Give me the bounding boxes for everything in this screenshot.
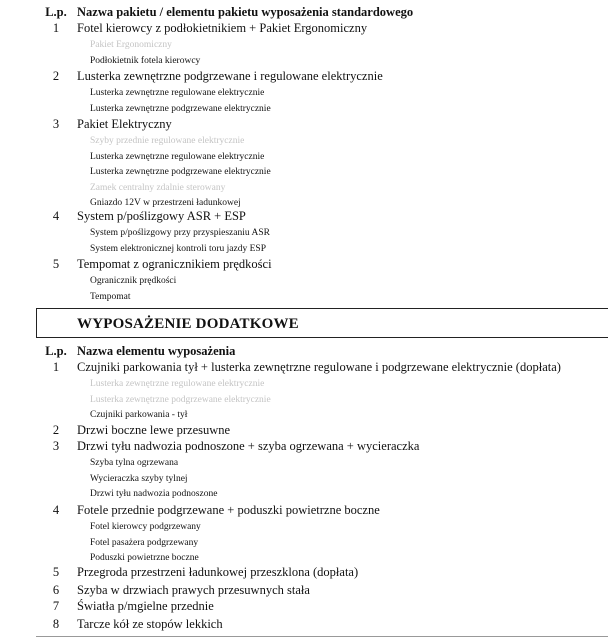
- item-number: 4: [52, 503, 60, 517]
- item-number: 1: [52, 21, 60, 35]
- item-title: Drzwi boczne lewe przesuwne: [77, 423, 231, 437]
- sub-item-text: System elektronicznej kontroli toru jazdy ESP: [90, 243, 266, 254]
- item-number: 1: [52, 360, 60, 374]
- item-title: Szyba w drzwiach prawych przesuwnych stała: [77, 583, 310, 597]
- sub-item-text: Drzwi tyłu nadwozia podnoszone: [90, 489, 218, 499]
- item-number: 8: [52, 617, 60, 631]
- item-number: 3: [52, 439, 60, 453]
- item-title: Tarcze kół ze stopów lekkich: [77, 617, 223, 631]
- sub-item-text: Wycieraczka szyby tylnej: [90, 473, 188, 484]
- sub-item-text: Gniazdo 12V w przestrzeni ładunkowej: [90, 198, 241, 208]
- item-number: 6: [52, 583, 60, 597]
- item-title: System p/poślizgowy ASR + ESP: [77, 209, 246, 223]
- item-number: 4: [52, 209, 60, 223]
- sub-item-text: Ogranicznik prędkości: [90, 276, 177, 286]
- item-number: 2: [52, 69, 60, 83]
- sub-item-text: Lusterka zewnętrzne regulowane elektrycznie: [90, 379, 265, 389]
- sub-item-text: System p/poślizgowy przy przyspieszaniu ASR: [90, 228, 270, 238]
- item-title: Tempomat z ogranicznikiem prędkości: [77, 257, 272, 271]
- lp-header: L.p.: [45, 344, 67, 358]
- sub-item-text: Szyba tylna ogrzewana: [90, 458, 179, 468]
- item-title: Fotele przednie podgrzewane + poduszki powietrzne boczne: [77, 503, 380, 517]
- sub-item-text: Czujniki parkowania - tył: [90, 410, 188, 420]
- item-number: 5: [52, 565, 60, 579]
- sub-item-text: Lusterka zewnętrzne podgrzewane elektrycznie: [90, 394, 271, 405]
- sub-item-text: Tempomat: [90, 291, 131, 302]
- sub-item-text: Lusterka zewnętrzne podgrzewane elektrycznie: [90, 103, 271, 114]
- item-title: Drzwi tyłu nadwozia podnoszone + szyba ogrzewana + wycieraczka: [77, 439, 420, 453]
- item-title: Światła p/mgielne przednie: [77, 599, 214, 613]
- sub-item-text: Zamek centralny zdalnie sterowany: [90, 182, 226, 193]
- sub-item-text: Lusterka zewnętrzne regulowane elektrycznie: [90, 88, 265, 98]
- item-number: 3: [52, 117, 60, 131]
- sub-item-text: Lusterka zewnętrzne regulowane elektrycznie: [90, 151, 265, 162]
- sub-item-text: Lusterka zewnętrzne podgrzewane elektrycznie: [90, 167, 271, 177]
- name-header: Nazwa elementu wyposażenia: [77, 344, 236, 358]
- sub-item-text: Poduszki powietrzne boczne: [90, 553, 199, 563]
- sub-item-text: Szyby przednie regulowane elektrycznie: [90, 136, 245, 146]
- section-title: WYPOSAŻENIE DODATKOWE: [77, 316, 299, 332]
- item-number: 7: [52, 599, 60, 613]
- item-title: Czujniki parkowania tył + lusterka zewnętrzne regulowane i podgrzewane elektrycznie (dopłata): [77, 360, 561, 374]
- item-title: Pakiet Elektryczny: [77, 117, 172, 131]
- name-header: Nazwa pakietu / elementu pakietu wyposażenia standardowego: [77, 5, 414, 19]
- item-number: 5: [52, 257, 60, 271]
- sub-item-text: Fotel pasażera podgrzewany: [90, 537, 199, 548]
- sub-item-text: Podłokietnik fotela kierowcy: [90, 55, 201, 66]
- item-title: Przegroda przestrzeni ładunkowej przeszklona (dopłata): [77, 565, 359, 579]
- item-title: Lusterka zewnętrzne podgrzewane i regulowane elektrycznie: [77, 69, 383, 83]
- item-number: 2: [52, 423, 60, 437]
- item-title: Fotel kierowcy z podłokietnikiem + Pakiet Ergonomiczny: [77, 21, 368, 35]
- section-header-box: [36, 308, 608, 338]
- bottom-divider: [36, 636, 608, 637]
- sub-item-text: Pakiet Ergonomiczny: [90, 40, 172, 50]
- sub-item-text: Fotel kierowcy podgrzewany: [90, 522, 201, 532]
- lp-header: L.p.: [45, 5, 67, 19]
